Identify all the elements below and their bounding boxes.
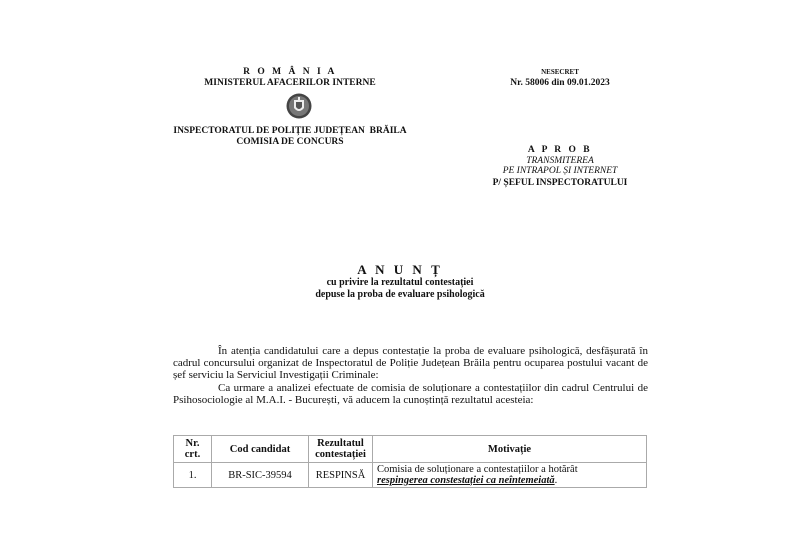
approval-block: [460, 145, 660, 188]
header-nr-crt: [174, 436, 212, 463]
approval-signatory: P/ ȘEFUL INSPECTORATULUI: [492, 177, 628, 188]
ministry-name: MINISTERUL AFACERILOR INTERNE: [204, 78, 376, 88]
approval-line-2: PE INTRAPOL ȘI INTERNET: [502, 166, 618, 176]
cell-code: BR-SIC-39594: [212, 463, 309, 488]
body-paragraph-1: În atenția candidatului care a depus contestație la proba de evaluare psihologică, desfășurată în cadrul concursului organizat de Inspectoratul de Poliție Județean Brăila pentru ocuparea postului vacant de șef serviciu la Serviciul Investigații Criminale:: [173, 345, 648, 382]
header-rezultatul: [309, 436, 373, 463]
announcement-title: A N U N Ț: [357, 262, 443, 277]
announcement-heading: [290, 262, 510, 301]
announcement-body: [173, 345, 648, 406]
body-paragraph-2: Ca urmare a analizei efectuate de comisia de soluționare a contestațiilor din cadrul Centrului de Psihosociologie al M.A.I. - București, vă aducem la cunoștință rezultatul acesteia:: [173, 381, 648, 406]
mai-coat-of-arms-icon: [286, 93, 312, 119]
header-motivatie: Motivație: [373, 436, 647, 463]
cell-nr: 1.: [174, 463, 212, 488]
header-nr-line: Nr.: [185, 438, 200, 449]
announcement-subtitle-1: cu privire la rezultatul contestației: [326, 277, 474, 288]
country-name: R O M Â N I A: [243, 67, 337, 77]
announcement-subtitle-2: depuse la proba de evaluare psihologică: [315, 289, 485, 300]
classification-label: NESECRET: [541, 68, 579, 76]
committee-name: COMISIA DE CONCURS: [236, 137, 344, 147]
approval-line-1: TRANSMITEREA: [526, 155, 594, 166]
inspectorate-name: INSPECTORATUL DE POLIȚIE JUDEȚEAN BRĂILA: [173, 126, 407, 136]
header-left-lower: [160, 126, 420, 148]
header-left: [160, 67, 420, 89]
header-crt-line: crt.: [184, 449, 201, 460]
motivation-end: .: [554, 475, 558, 486]
results-table: [173, 435, 647, 488]
header-cod-candidat: Cod candidat: [212, 436, 309, 463]
cell-motivation: [373, 463, 647, 488]
document-number: Nr. 58006 din 09.01.2023: [510, 78, 610, 88]
approval-title: A P R O B: [527, 145, 593, 155]
table-row: [174, 463, 647, 488]
motivation-text: Comisia de soluționare a contestațiilor a hotărât: [377, 464, 578, 475]
header-right: [470, 68, 650, 89]
header-rez-line-1: Rezultatul: [317, 438, 364, 449]
header-rez-line-2: contestației: [315, 449, 366, 460]
table-header-row: [174, 436, 647, 463]
motivation-emphasis: respingerea constestației ca neîntemeiată: [377, 475, 555, 486]
cell-result: RESPINSĂ: [309, 463, 373, 488]
motivation-conclusion: [377, 475, 642, 486]
